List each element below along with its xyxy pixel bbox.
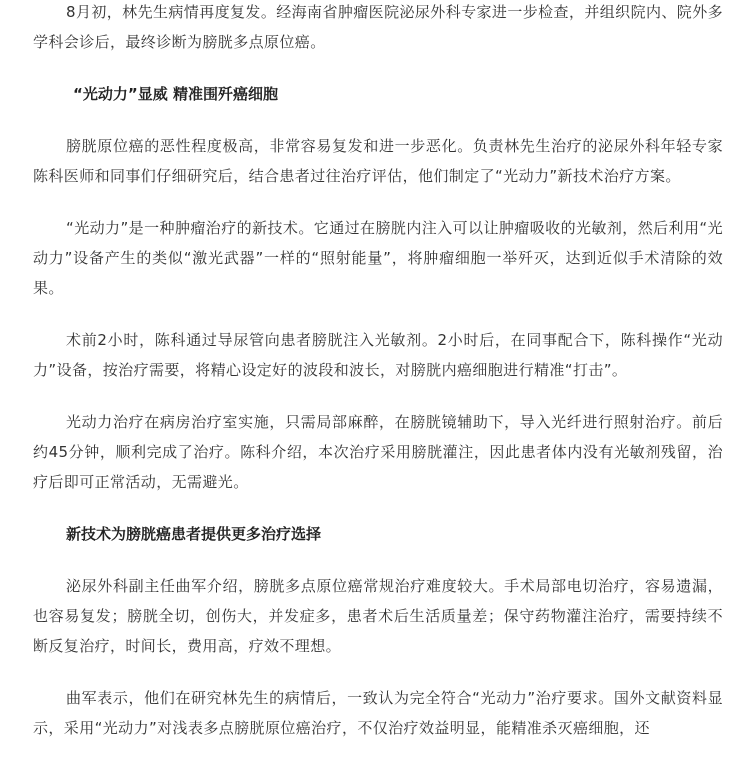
paragraph-conventional-treatment: 泌尿外科副主任曲军介绍，膀胱多点原位癌常规治疗难度较大。手术局部电切治疗，容易遗漏，也容易复发；膀胱全切，创伤大，并发症多，患者术后生活质量差；保守药物灌注治疗，需要持续不断反复治疗，时间长，费用高，疗效不理想。	[33, 577, 723, 655]
section-heading-photodynamic: “光动力”显威 精准围歼癌细胞	[73, 85, 278, 103]
paragraph-diagnosis: 8月初，林先生病情再度复发。经海南省肿瘤医院泌尿外科专家进一步检查，并组织院内、院外多学科会诊后，最终诊断为膀胱多点原位癌。	[33, 3, 723, 51]
paragraph-treatment-details: 光动力治疗在病房治疗室实施，只需局部麻醉，在膀胱镜辅助下，导入光纤进行照射治疗。前后约45分钟，顺利完成了治疗。陈科介绍，本次治疗采用膀胱灌注，因此患者体内没有光敏剂残留，治疗后即可正常活动，无需避光。	[33, 413, 723, 491]
paragraph-treatment-plan: 膀胱原位癌的恶性程度极高，非常容易复发和进一步恶化。负责林先生治疗的泌尿外科年轻专家陈科医师和同事们仔细研究后，结合患者过往治疗评估，他们制定了“光动力”新技术治疗方案。	[33, 137, 723, 185]
paragraph-technique-intro: “光动力”是一种肿瘤治疗的新技术。它通过在膀胱内注入可以让肿瘤吸收的光敏剂，然后利用“光动力”设备产生的类似“激光武器”一样的“照射能量”，将肿瘤细胞一举歼灭，达到近似手术清除的效果。	[33, 219, 723, 297]
paragraph-expert-comment: 曲军表示，他们在研究林先生的病情后，一致认为完全符合“光动力”治疗要求。国外文献资料显示，采用“光动力”对浅表多点膀胱原位癌治疗，不仅治疗效益明显，能精准杀灭癌细胞，还	[33, 689, 723, 737]
paragraph-procedure: 术前2小时，陈科通过导尿管向患者膀胱注入光敏剂。2小时后，在同事配合下，陈科操作“光动力”设备，按治疗需要，将精心设定好的波段和波长，对膀胱内癌细胞进行精准“打击”。	[33, 331, 723, 379]
article-body	[33, 0, 723, 765]
section-heading-new-options: 新技术为膀胱癌患者提供更多治疗选择	[66, 525, 322, 543]
